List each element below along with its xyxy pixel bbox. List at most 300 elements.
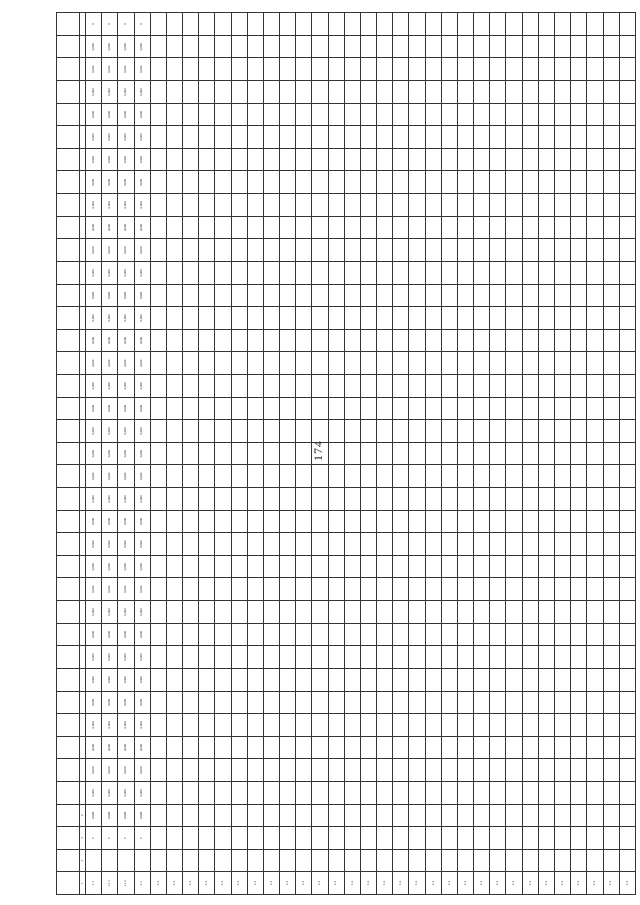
table-cell bbox=[457, 81, 473, 104]
table-cell bbox=[554, 239, 570, 262]
row-number-cell: 1.4 bbox=[344, 872, 360, 895]
table-cell bbox=[490, 759, 506, 782]
table-cell bbox=[522, 827, 538, 850]
table-cell bbox=[538, 171, 554, 194]
table-cell bbox=[490, 578, 506, 601]
table-cell bbox=[247, 578, 263, 601]
row-number-cell: 1.4 bbox=[603, 872, 619, 895]
table-cell bbox=[457, 194, 473, 217]
table-cell bbox=[166, 194, 182, 217]
table-cell bbox=[506, 714, 522, 737]
table-cell bbox=[199, 714, 215, 737]
table-cell bbox=[215, 307, 231, 330]
row-name-cell bbox=[86, 849, 102, 872]
table-cell bbox=[587, 827, 603, 850]
table-cell bbox=[619, 103, 635, 126]
row-number-cell: 1.1 bbox=[86, 872, 102, 895]
table-cell: 0,000 bbox=[118, 126, 134, 149]
table-cell: 0,000 bbox=[118, 239, 134, 262]
table-cell bbox=[183, 329, 199, 352]
table-cell bbox=[263, 510, 279, 533]
table-cell bbox=[360, 35, 376, 58]
table-cell bbox=[296, 714, 312, 737]
table-cell bbox=[554, 533, 570, 556]
table-cell: 0,000 bbox=[86, 239, 102, 262]
table-cell bbox=[425, 171, 441, 194]
table-cell: 0,000 bbox=[102, 691, 118, 714]
table-cell bbox=[199, 691, 215, 714]
table-cell bbox=[522, 623, 538, 646]
table-cell bbox=[280, 488, 296, 511]
table-cell bbox=[150, 239, 166, 262]
table-cell bbox=[328, 804, 344, 827]
row-number-cell: 1.4 bbox=[425, 872, 441, 895]
table-cell bbox=[506, 804, 522, 827]
table-row bbox=[538, 13, 554, 895]
table-cell bbox=[538, 759, 554, 782]
column-number-cell: 2 bbox=[80, 849, 86, 872]
table-cell bbox=[490, 533, 506, 556]
table-cell bbox=[199, 352, 215, 375]
table-row bbox=[603, 13, 619, 895]
table-cell bbox=[150, 261, 166, 284]
table-cell bbox=[506, 126, 522, 149]
table-cell bbox=[263, 442, 279, 465]
table-cell bbox=[150, 488, 166, 511]
table-cell bbox=[538, 510, 554, 533]
table-cell bbox=[360, 736, 376, 759]
table-cell bbox=[457, 307, 473, 330]
table-cell bbox=[506, 329, 522, 352]
table-cell bbox=[199, 13, 215, 36]
table-cell: 0,000 bbox=[102, 465, 118, 488]
table-row bbox=[619, 13, 635, 895]
table-cell: 0,000 bbox=[102, 646, 118, 669]
table-cell bbox=[425, 284, 441, 307]
table-cell: 0,000 bbox=[86, 352, 102, 375]
table-cell bbox=[377, 510, 393, 533]
table-cell bbox=[474, 420, 490, 443]
table-cell bbox=[603, 781, 619, 804]
table-cell bbox=[603, 465, 619, 488]
table-cell bbox=[490, 420, 506, 443]
table-cell bbox=[538, 261, 554, 284]
table-cell bbox=[150, 827, 166, 850]
table-cell bbox=[409, 35, 425, 58]
table-cell: 0,000 bbox=[86, 488, 102, 511]
column-number-cell: 1 bbox=[80, 872, 86, 895]
table-cell: 0,000 bbox=[118, 488, 134, 511]
table-cell bbox=[166, 646, 182, 669]
table-cell bbox=[425, 148, 441, 171]
table-cell bbox=[425, 488, 441, 511]
table-cell bbox=[215, 578, 231, 601]
table-cell bbox=[490, 239, 506, 262]
table-cell bbox=[490, 13, 506, 36]
table-cell bbox=[538, 352, 554, 375]
table-cell bbox=[231, 352, 247, 375]
table-cell bbox=[199, 488, 215, 511]
table-cell bbox=[425, 804, 441, 827]
table-cell bbox=[344, 374, 360, 397]
table-cell bbox=[296, 261, 312, 284]
table-cell bbox=[554, 352, 570, 375]
row-number-cell: 1.2 bbox=[134, 872, 150, 895]
table-cell bbox=[215, 804, 231, 827]
table-cell bbox=[231, 804, 247, 827]
table-cell: 0,000 bbox=[134, 216, 150, 239]
table-cell bbox=[231, 148, 247, 171]
table-cell bbox=[360, 13, 376, 36]
table-cell bbox=[571, 58, 587, 81]
table-cell bbox=[603, 307, 619, 330]
table-cell bbox=[344, 171, 360, 194]
table-cell bbox=[183, 239, 199, 262]
table-row bbox=[393, 13, 409, 895]
table-cell bbox=[296, 623, 312, 646]
table-cell bbox=[554, 623, 570, 646]
table-cell bbox=[490, 442, 506, 465]
table-cell bbox=[538, 578, 554, 601]
table-cell bbox=[393, 533, 409, 556]
table-cell bbox=[296, 601, 312, 624]
table-cell bbox=[377, 35, 393, 58]
table-cell bbox=[603, 35, 619, 58]
table-cell bbox=[312, 329, 328, 352]
table-row bbox=[409, 13, 425, 895]
table-cell bbox=[280, 510, 296, 533]
table-cell bbox=[603, 352, 619, 375]
table-cell bbox=[490, 646, 506, 669]
table-cell bbox=[441, 329, 457, 352]
table-cell bbox=[457, 329, 473, 352]
table-cell bbox=[409, 307, 425, 330]
row-name-cell bbox=[425, 849, 441, 872]
table-cell bbox=[377, 442, 393, 465]
table-cell bbox=[554, 555, 570, 578]
table-cell bbox=[425, 103, 441, 126]
table-cell bbox=[360, 488, 376, 511]
table-cell bbox=[312, 261, 328, 284]
table-cell bbox=[522, 352, 538, 375]
table-cell bbox=[393, 465, 409, 488]
table-cell bbox=[441, 759, 457, 782]
table-cell: 0,000 bbox=[86, 103, 102, 126]
table-cell bbox=[425, 239, 441, 262]
table-cell bbox=[328, 781, 344, 804]
table-cell bbox=[280, 284, 296, 307]
table-cell bbox=[619, 329, 635, 352]
table-cell bbox=[199, 194, 215, 217]
table-cell bbox=[231, 171, 247, 194]
table-cell bbox=[377, 578, 393, 601]
header-cell bbox=[57, 804, 80, 827]
row-number-cell: 1.4 bbox=[441, 872, 457, 895]
row-name-cell bbox=[571, 849, 587, 872]
table-cell bbox=[490, 465, 506, 488]
table-cell bbox=[296, 126, 312, 149]
table-cell: 0,000 bbox=[118, 194, 134, 217]
table-cell bbox=[263, 194, 279, 217]
table-cell bbox=[150, 442, 166, 465]
table-cell bbox=[474, 488, 490, 511]
table-cell bbox=[393, 261, 409, 284]
table-cell bbox=[441, 81, 457, 104]
table-cell bbox=[263, 148, 279, 171]
table-cell bbox=[554, 442, 570, 465]
table-cell: 0,000 bbox=[86, 374, 102, 397]
table-cell bbox=[247, 239, 263, 262]
table-cell bbox=[409, 442, 425, 465]
table-cell bbox=[393, 103, 409, 126]
table-cell bbox=[538, 555, 554, 578]
table-cell bbox=[377, 759, 393, 782]
table-cell bbox=[280, 465, 296, 488]
table-cell bbox=[377, 804, 393, 827]
table-cell bbox=[344, 126, 360, 149]
table-cell bbox=[425, 827, 441, 850]
table-cell bbox=[571, 329, 587, 352]
table-cell bbox=[474, 148, 490, 171]
table-cell bbox=[425, 533, 441, 556]
row-name-cell bbox=[199, 849, 215, 872]
table-cell bbox=[603, 261, 619, 284]
table-cell bbox=[457, 397, 473, 420]
table-cell bbox=[409, 488, 425, 511]
table-cell bbox=[166, 284, 182, 307]
table-cell bbox=[215, 58, 231, 81]
table-cell: 0 bbox=[118, 13, 134, 36]
table-cell bbox=[603, 284, 619, 307]
table-cell bbox=[409, 781, 425, 804]
table-cell bbox=[474, 35, 490, 58]
table-cell bbox=[603, 58, 619, 81]
table-cell bbox=[619, 397, 635, 420]
table-cell: 0,000 bbox=[118, 601, 134, 624]
table-cell bbox=[490, 194, 506, 217]
table-cell bbox=[457, 148, 473, 171]
table-cell bbox=[619, 691, 635, 714]
row-name-cell bbox=[441, 849, 457, 872]
table-cell bbox=[409, 171, 425, 194]
table-cell bbox=[619, 804, 635, 827]
table-cell bbox=[360, 216, 376, 239]
table-cell: 0,000 bbox=[118, 148, 134, 171]
table-cell bbox=[183, 691, 199, 714]
table-cell bbox=[457, 555, 473, 578]
table-cell bbox=[328, 691, 344, 714]
table-cell bbox=[619, 668, 635, 691]
table-cell bbox=[328, 352, 344, 375]
table-cell bbox=[231, 261, 247, 284]
table-cell bbox=[263, 691, 279, 714]
table-cell bbox=[441, 194, 457, 217]
table-cell: 0,000 bbox=[118, 691, 134, 714]
table-cell bbox=[166, 103, 182, 126]
table-cell bbox=[441, 555, 457, 578]
table-cell bbox=[377, 171, 393, 194]
row-number-cell: 1.4 bbox=[199, 872, 215, 895]
table-cell bbox=[490, 555, 506, 578]
table-cell bbox=[312, 103, 328, 126]
table-cell bbox=[619, 216, 635, 239]
table-cell bbox=[166, 329, 182, 352]
row-number-cell: 1.4 bbox=[587, 872, 603, 895]
table-cell bbox=[457, 510, 473, 533]
table-cell bbox=[377, 420, 393, 443]
table-cell bbox=[409, 261, 425, 284]
header-cell bbox=[57, 578, 80, 601]
table-cell bbox=[425, 374, 441, 397]
table-cell bbox=[183, 216, 199, 239]
table-cell bbox=[506, 555, 522, 578]
data-table bbox=[56, 12, 636, 895]
table-cell bbox=[183, 374, 199, 397]
table-cell bbox=[490, 216, 506, 239]
header-cell bbox=[57, 261, 80, 284]
table-cell bbox=[296, 352, 312, 375]
table-cell bbox=[538, 442, 554, 465]
table-cell: 0,000 bbox=[86, 171, 102, 194]
header-cell bbox=[57, 533, 80, 556]
row-name-cell bbox=[263, 849, 279, 872]
table-cell bbox=[166, 555, 182, 578]
table-cell bbox=[571, 194, 587, 217]
table-cell bbox=[199, 171, 215, 194]
table-cell bbox=[587, 781, 603, 804]
table-cell bbox=[199, 578, 215, 601]
table-cell: 0,000 bbox=[134, 804, 150, 827]
row-number-cell: 1.4 bbox=[328, 872, 344, 895]
header-cell bbox=[57, 58, 80, 81]
table-cell bbox=[554, 714, 570, 737]
table-cell bbox=[199, 668, 215, 691]
table-cell bbox=[603, 13, 619, 36]
table-cell bbox=[619, 759, 635, 782]
table-cell bbox=[522, 555, 538, 578]
table-cell bbox=[328, 126, 344, 149]
table-cell bbox=[215, 397, 231, 420]
table-cell bbox=[166, 148, 182, 171]
table-cell bbox=[425, 329, 441, 352]
table-cell bbox=[393, 578, 409, 601]
table-cell bbox=[166, 759, 182, 782]
table-cell bbox=[296, 216, 312, 239]
table-cell bbox=[409, 510, 425, 533]
table-cell bbox=[344, 601, 360, 624]
row-name-cell bbox=[231, 849, 247, 872]
table-cell: 0,000 bbox=[102, 148, 118, 171]
table-cell bbox=[231, 81, 247, 104]
table-cell bbox=[360, 578, 376, 601]
table-cell bbox=[296, 510, 312, 533]
table-cell bbox=[506, 58, 522, 81]
table-cell bbox=[571, 601, 587, 624]
row-number-cell: 1.4 bbox=[490, 872, 506, 895]
table-cell bbox=[619, 781, 635, 804]
table-cell bbox=[457, 284, 473, 307]
table-cell bbox=[587, 58, 603, 81]
table-cell: 0,000 bbox=[118, 307, 134, 330]
table-cell bbox=[360, 827, 376, 850]
table-cell bbox=[603, 442, 619, 465]
table-cell bbox=[619, 13, 635, 36]
table-cell bbox=[183, 488, 199, 511]
table-cell bbox=[312, 284, 328, 307]
row-number-cell: 1.4 bbox=[393, 872, 409, 895]
table-cell bbox=[199, 103, 215, 126]
table-cell bbox=[457, 578, 473, 601]
table-cell bbox=[312, 442, 328, 465]
table-cell bbox=[490, 103, 506, 126]
table-cell bbox=[199, 420, 215, 443]
table-cell bbox=[183, 420, 199, 443]
table-cell bbox=[150, 601, 166, 624]
table-cell bbox=[231, 736, 247, 759]
table-cell bbox=[506, 35, 522, 58]
table-cell bbox=[603, 329, 619, 352]
table-cell bbox=[425, 261, 441, 284]
row-number-cell: 1.4 bbox=[215, 872, 231, 895]
row-name-cell bbox=[377, 849, 393, 872]
table-cell: 0,000 bbox=[102, 261, 118, 284]
table-cell bbox=[344, 623, 360, 646]
table-cell bbox=[296, 420, 312, 443]
table-cell: 0,000 bbox=[134, 126, 150, 149]
table-cell bbox=[247, 781, 263, 804]
table-cell bbox=[280, 736, 296, 759]
table-cell: 0,000 bbox=[118, 555, 134, 578]
table-cell bbox=[474, 239, 490, 262]
row-number-cell: 1.4 bbox=[522, 872, 538, 895]
table-cell bbox=[377, 668, 393, 691]
table-row bbox=[490, 13, 506, 895]
table-cell bbox=[619, 510, 635, 533]
table-cell: 0,000 bbox=[102, 442, 118, 465]
header-cell bbox=[57, 13, 80, 36]
table-cell bbox=[554, 261, 570, 284]
table-cell bbox=[328, 148, 344, 171]
table-cell bbox=[344, 284, 360, 307]
table-cell bbox=[280, 307, 296, 330]
table-cell bbox=[183, 533, 199, 556]
table-cell bbox=[522, 668, 538, 691]
table-cell bbox=[425, 13, 441, 36]
table-cell: 0,000 bbox=[134, 646, 150, 669]
row-name-cell bbox=[474, 849, 490, 872]
table-cell bbox=[247, 736, 263, 759]
table-cell bbox=[296, 374, 312, 397]
table-cell bbox=[183, 555, 199, 578]
table-cell bbox=[441, 284, 457, 307]
table-cell bbox=[377, 284, 393, 307]
header-cell bbox=[57, 736, 80, 759]
table-cell bbox=[280, 714, 296, 737]
table-cell: 0,000 bbox=[86, 804, 102, 827]
table-cell: 0,000 bbox=[134, 284, 150, 307]
table-cell bbox=[409, 827, 425, 850]
table-cell: 0,000 bbox=[102, 623, 118, 646]
table-cell bbox=[296, 307, 312, 330]
row-number-cell: 1.1.2 bbox=[118, 872, 134, 895]
table-cell bbox=[474, 691, 490, 714]
table-cell bbox=[603, 578, 619, 601]
table-cell bbox=[215, 510, 231, 533]
table-cell bbox=[150, 352, 166, 375]
table-cell bbox=[247, 420, 263, 443]
table-cell bbox=[474, 13, 490, 36]
table-cell: 0,000 bbox=[86, 81, 102, 104]
